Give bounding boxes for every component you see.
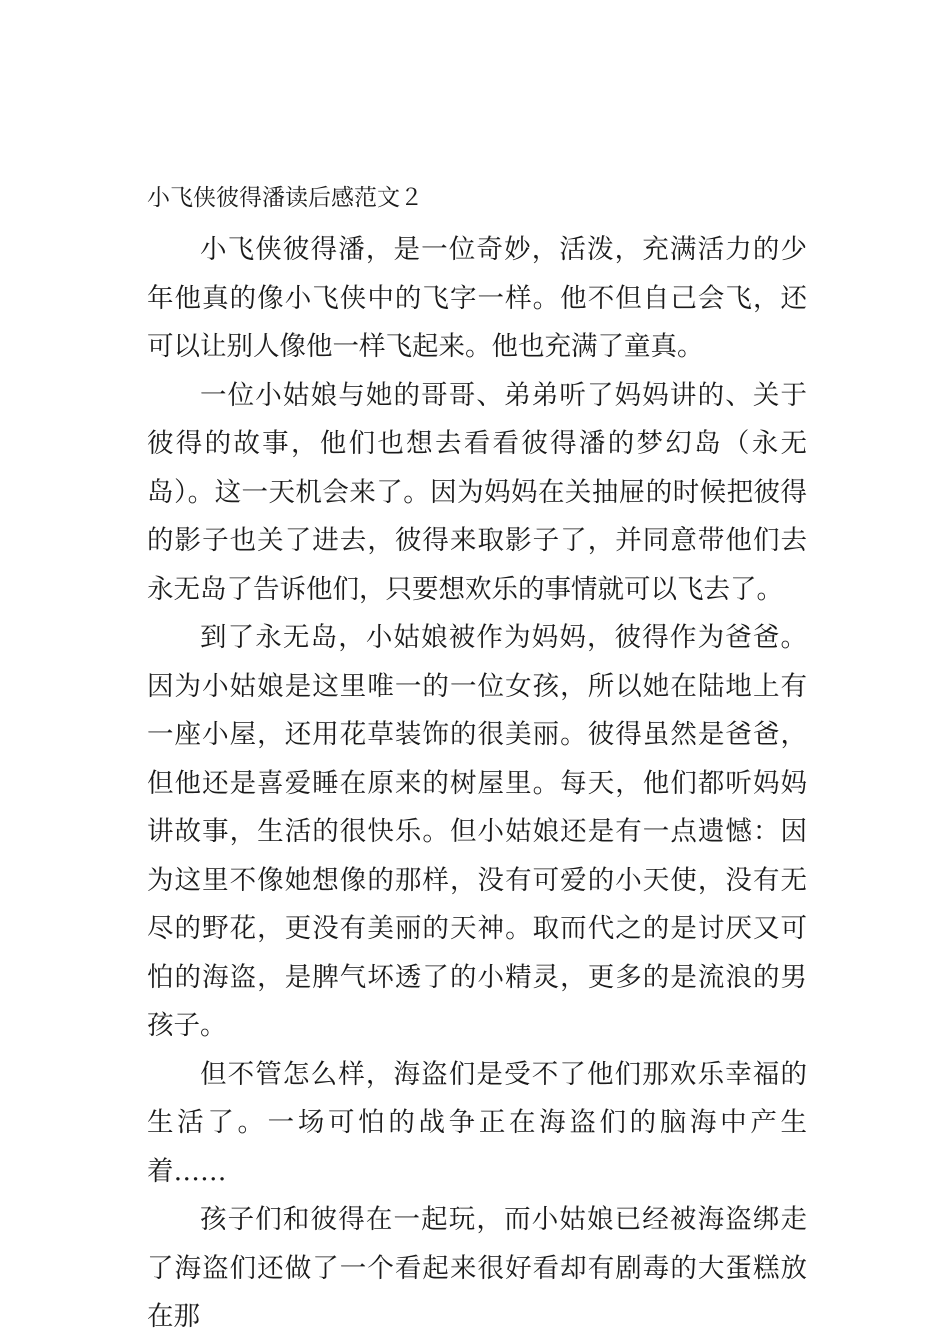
- document-title: 小飞侠彼得潘读后感范文２: [147, 185, 423, 211]
- paragraph-3: 到了永无岛，小姑娘被作为妈妈，彼得作为爸爸。因为小姑娘是这里唯一的一位女孩，所以她在陆地上有一座小屋，还用花草装饰的很美丽。彼得虽然是爸爸，但他还是喜爱睡在原来的树屋里。每天，他们都听妈妈讲故事，生活的很快乐。但小姑娘还是有一点遗憾：因为这里不像她想像的那样，没有可爱的小天使，没有无尽的野花，更没有美丽的天神。取而代之的是讨厌又可怕的海盗，是脾气坏透了的小精灵，更多的是流浪的男孩子。: [147, 622, 807, 1041]
- paragraph-4: 但不管怎么样，海盗们是受不了他们那欢乐幸福的生活了。一场可怕的战争正在海盗们的脑海中产生着……: [147, 1058, 807, 1187]
- paragraph-5: 孩子们和彼得在一起玩，而小姑娘已经被海盗绑走了海盗们还做了一个看起来很好看却有剧毒的大蛋糕放在那: [147, 1204, 807, 1332]
- document-body: [147, 226, 807, 1342]
- paragraph-2: 一位小姑娘与她的哥哥、弟弟听了妈妈讲的、关于彼得的故事，他们也想去看看彼得潘的梦幻岛（永无岛）。这一天机会来了。因为妈妈在关抽屉的时候把彼得的影子也关了进去，彼得来取影子了，并同意带他们去永无岛了告诉他们，只要想欢乐的事情就可以飞去了。: [147, 379, 807, 605]
- paragraph-1: 小飞侠彼得潘，是一位奇妙，活泼，充满活力的少年他真的像小飞侠中的飞字一样。他不但自己会飞，还可以让别人像他一样飞起来。他也充满了童真。: [147, 234, 807, 362]
